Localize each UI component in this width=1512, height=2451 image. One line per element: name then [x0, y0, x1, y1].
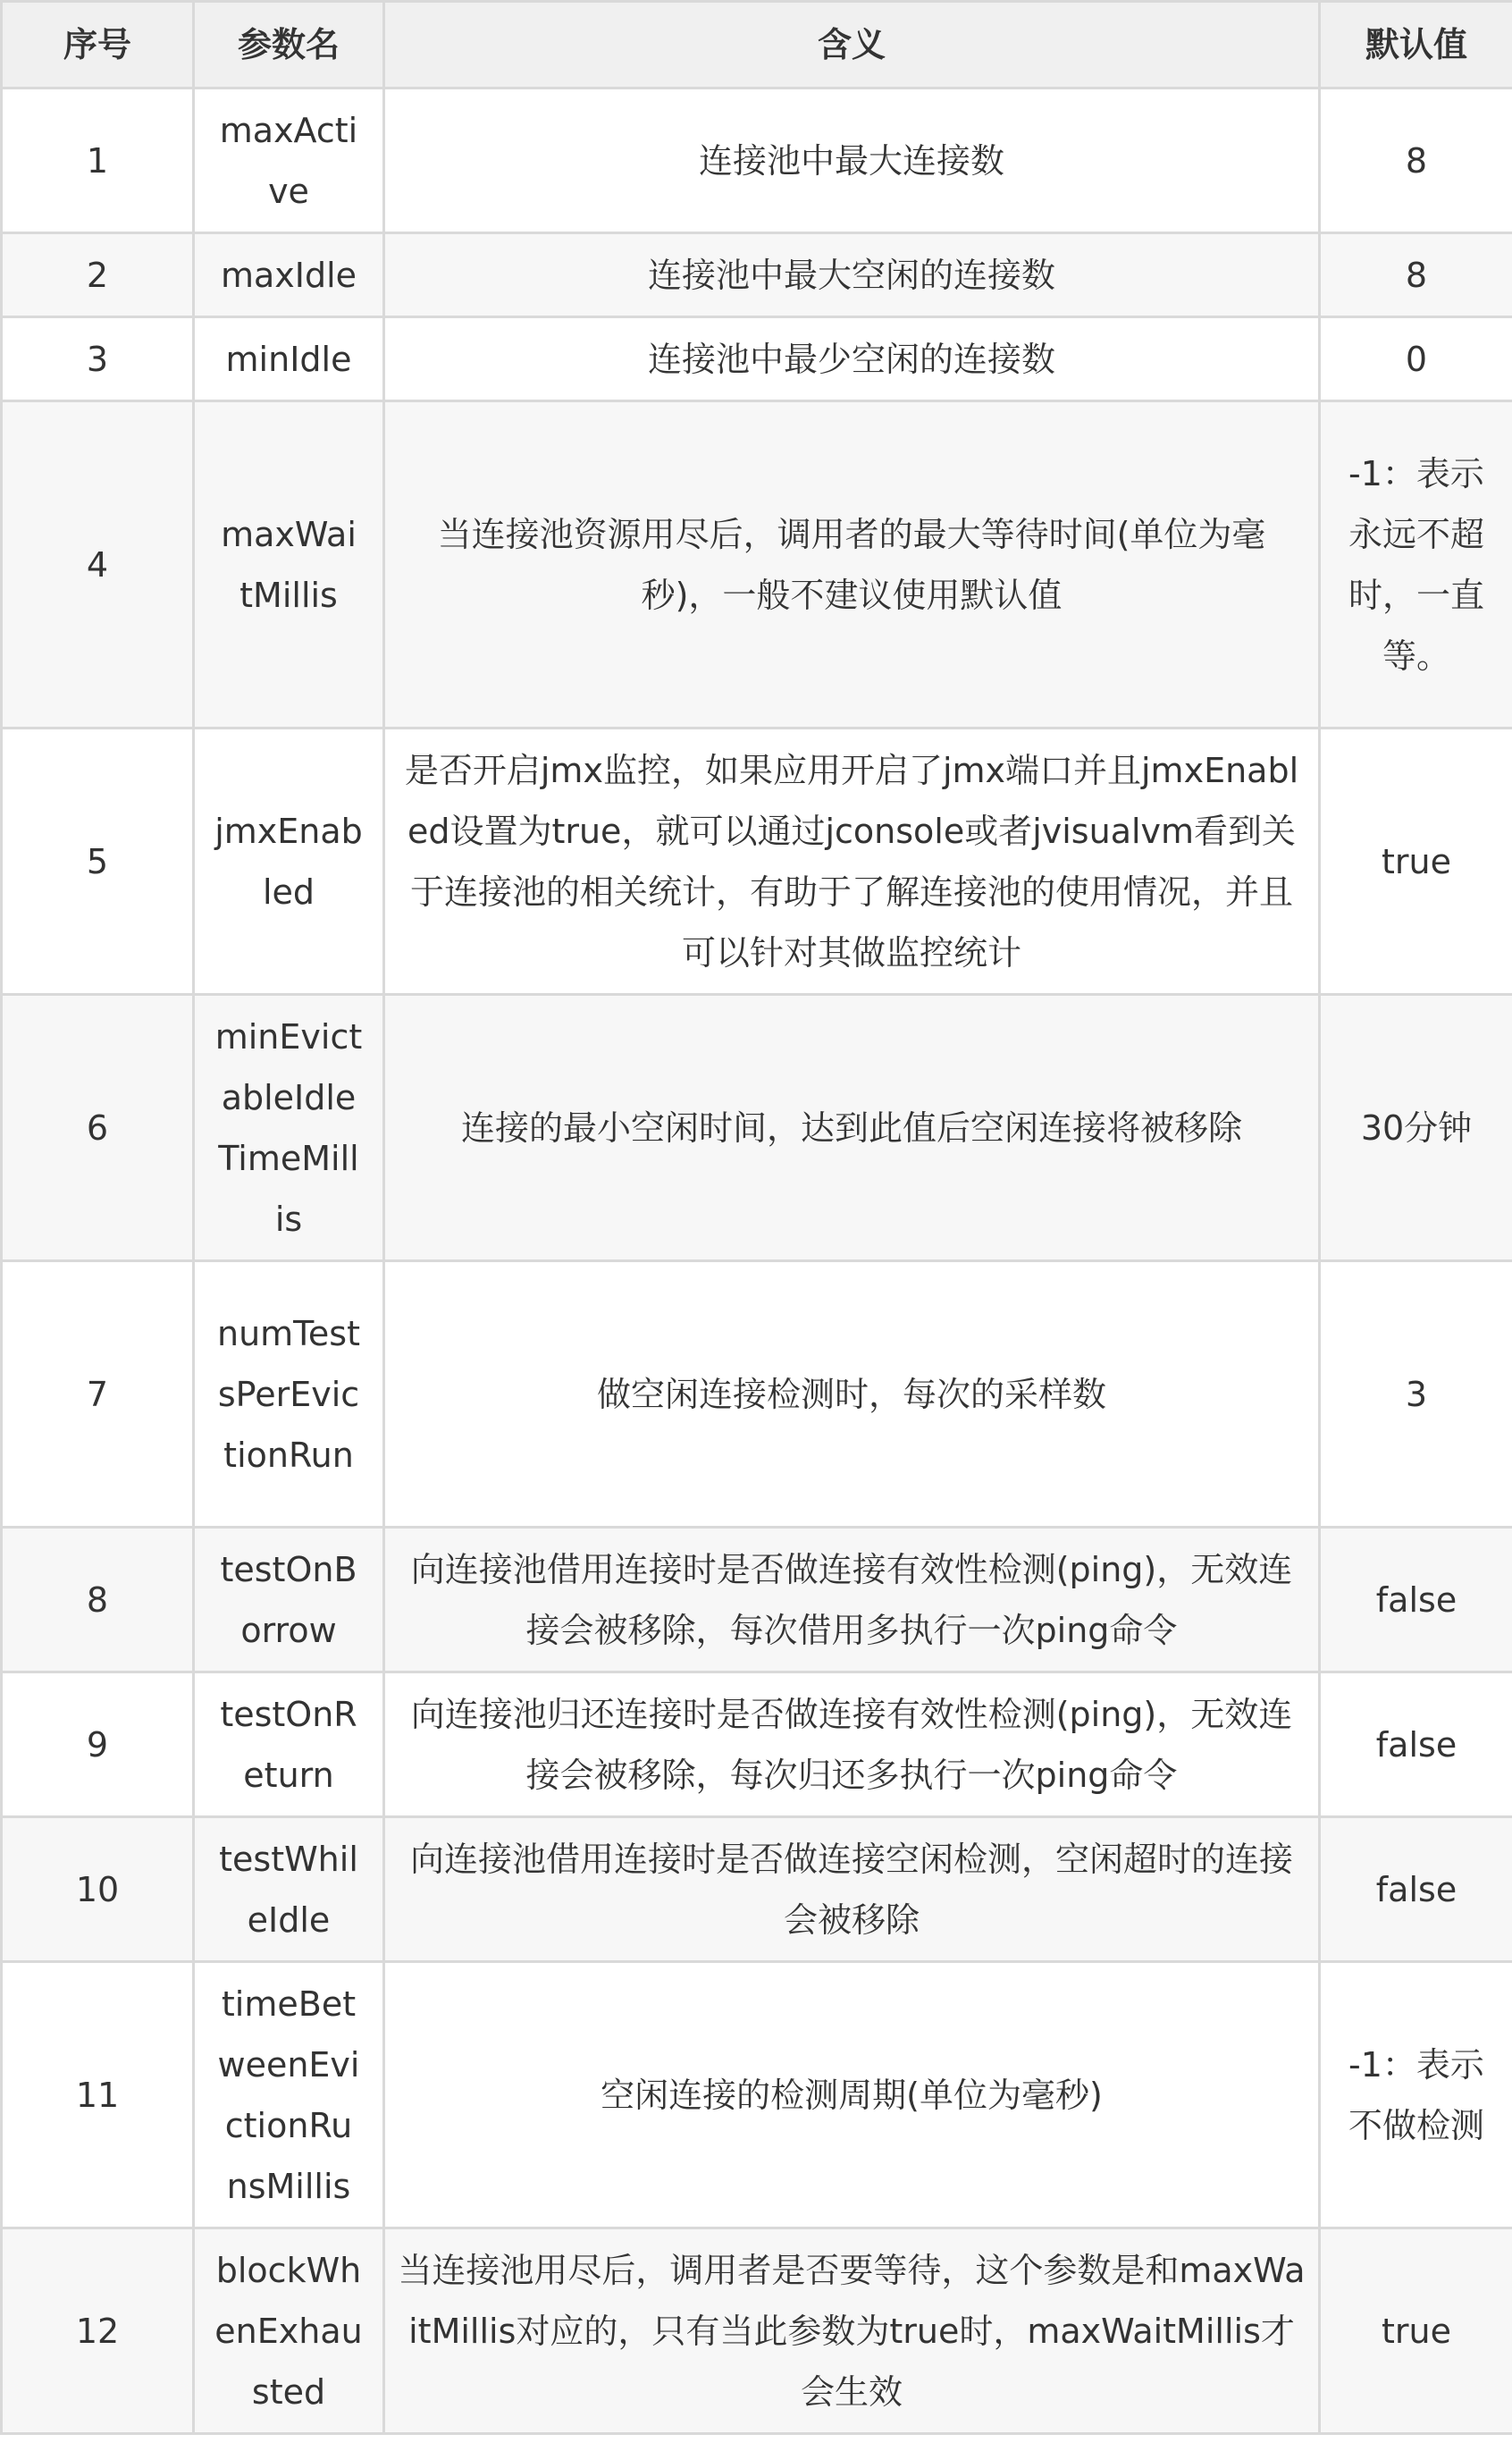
meaning-cell: 当连接池资源用尽后，调用者的最大等待时间(单位为毫秒)，一般不建议使用默认值 — [384, 401, 1320, 729]
row-index-cell: 2 — [2, 233, 194, 317]
meaning-cell: 向连接池借用连接时是否做连接空闲检测，空闲超时的连接会被移除 — [384, 1817, 1320, 1962]
param-name-cell: testWhileIdle — [194, 1817, 384, 1962]
meaning-cell: 向连接池借用连接时是否做连接有效性检测(ping)，无效连接会被移除，每次借用多执行一次ping命令 — [384, 1528, 1320, 1672]
table-row — [2, 1817, 1512, 1962]
default-value-cell: false — [1320, 1528, 1512, 1672]
header-index: 序号 — [2, 2, 194, 88]
param-name-cell: maxActive — [194, 88, 384, 233]
param-name-cell: testOnBorrow — [194, 1528, 384, 1672]
meaning-cell: 空闲连接的检测周期(单位为毫秒) — [384, 1962, 1320, 2228]
row-index-cell: 3 — [2, 317, 194, 401]
param-name-cell: minEvictableIdleTimeMillis — [194, 995, 384, 1261]
meaning-cell: 向连接池归还连接时是否做连接有效性检测(ping)，无效连接会被移除，每次归还多执行一次ping命令 — [384, 1672, 1320, 1817]
default-value-cell: 8 — [1320, 233, 1512, 317]
table-row — [2, 1962, 1512, 2228]
param-name-cell: minIdle — [194, 317, 384, 401]
default-value-cell: 30分钟 — [1320, 995, 1512, 1261]
row-index-cell: 8 — [2, 1528, 194, 1672]
header-row — [2, 2, 1512, 88]
table-row — [2, 88, 1512, 233]
header-meaning: 含义 — [384, 2, 1320, 88]
param-name-cell: blockWhenExhausted — [194, 2228, 384, 2434]
param-name-cell: testOnReturn — [194, 1672, 384, 1817]
table-row — [2, 401, 1512, 729]
meaning-cell: 是否开启jmx监控，如果应用开启了jmx端口并且jmxEnabled设置为true，就可以通过jconsole或者jvisualvm看到关于连接池的相关统计，有助于了解连接池的使用情况，并且可以针对其做监控统计 — [384, 729, 1320, 995]
table-row — [2, 1672, 1512, 1817]
default-value-cell: -1：表示不做检测 — [1320, 1962, 1512, 2228]
meaning-cell: 当连接池用尽后，调用者是否要等待，这个参数是和maxWaitMillis对应的，只有当此参数为true时，maxWaitMillis才会生效 — [384, 2228, 1320, 2434]
row-index-cell: 4 — [2, 401, 194, 729]
default-value-cell: false — [1320, 1817, 1512, 1962]
table-row — [2, 2228, 1512, 2434]
row-index-cell: 10 — [2, 1817, 194, 1962]
row-index-cell: 12 — [2, 2228, 194, 2434]
default-value-cell: 8 — [1320, 88, 1512, 233]
row-index-cell: 1 — [2, 88, 194, 233]
meaning-cell: 连接池中最少空闲的连接数 — [384, 317, 1320, 401]
header-param-name: 参数名 — [194, 2, 384, 88]
param-name-cell: jmxEnabled — [194, 729, 384, 995]
param-name-cell: maxIdle — [194, 233, 384, 317]
header-default-value: 默认值 — [1320, 2, 1512, 88]
row-index-cell: 7 — [2, 1261, 194, 1528]
param-name-cell: maxWaitMillis — [194, 401, 384, 729]
table-row — [2, 995, 1512, 1261]
default-value-cell: true — [1320, 2228, 1512, 2434]
default-value-cell: true — [1320, 729, 1512, 995]
table-row — [2, 1528, 1512, 1672]
meaning-cell: 连接的最小空闲时间，达到此值后空闲连接将被移除 — [384, 995, 1320, 1261]
table-row — [2, 233, 1512, 317]
meaning-cell: 连接池中最大空闲的连接数 — [384, 233, 1320, 317]
table-row — [2, 729, 1512, 995]
table-row — [2, 317, 1512, 401]
param-name-cell: numTestsPerEvictionRun — [194, 1261, 384, 1528]
meaning-cell: 连接池中最大连接数 — [384, 88, 1320, 233]
default-value-cell: -1：表示永远不超时，一直等。 — [1320, 401, 1512, 729]
meaning-cell: 做空闲连接检测时，每次的采样数 — [384, 1261, 1320, 1528]
row-index-cell: 6 — [2, 995, 194, 1261]
row-index-cell: 5 — [2, 729, 194, 995]
row-index-cell: 11 — [2, 1962, 194, 2228]
default-value-cell: 3 — [1320, 1261, 1512, 1528]
param-name-cell: timeBetweenEvictionRunsMillis — [194, 1962, 384, 2228]
row-index-cell: 9 — [2, 1672, 194, 1817]
default-value-cell: 0 — [1320, 317, 1512, 401]
table-row — [2, 1261, 1512, 1528]
default-value-cell: false — [1320, 1672, 1512, 1817]
